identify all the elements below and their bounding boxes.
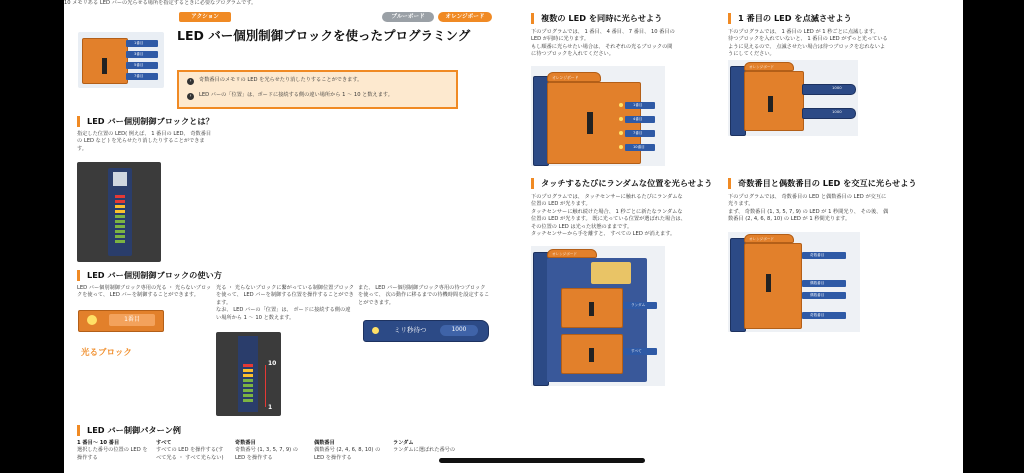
wait-block-value: 1000 (440, 325, 478, 336)
pattern-item (156, 440, 228, 462)
arrow-icon: › (187, 93, 194, 100)
led-bar-icon (768, 96, 773, 112)
page-title: LED バー個別制御ブロックを使ったプログラミング (177, 28, 471, 43)
arrow-icon: › (187, 78, 194, 85)
hat-block: オレンジボード (547, 249, 597, 258)
pattern-title: 偶数番目 (314, 440, 335, 446)
pattern-desc: すべての LED を操作する(すべて光る ・ すべて光らない) (156, 447, 224, 461)
tag-blue-board: ブルーボード (382, 12, 434, 22)
note-box (177, 70, 458, 109)
touch-program-image (531, 246, 665, 386)
badge: 7番目 (625, 130, 655, 137)
heading-what: LED バー個別制御ブロックとは？ (77, 116, 214, 127)
pattern-title: すべて (156, 440, 172, 446)
multi-program-image (531, 66, 665, 166)
badge: 4番目 (625, 116, 655, 123)
badge-5: 5番目 (126, 62, 158, 69)
heading-alternate: 奇数番目と偶数番目の LED を交互に光らせよう (728, 178, 917, 189)
tag-action: アクション (179, 12, 231, 22)
odd-label: 奇数番目 (802, 312, 846, 319)
touch-body: 下のプログラムでは、 タッチセンサーに触れるたびにランダムな位置の LED が光ります。 タッチセンサーに触れ続けた場合、 1 秒ごとに新たなランダムな位置の LED が光ります。 既に光っている位置が選ばれた場合は、 その位置の LED は光った状態のままです。 タッチセンサーから手を離すと、 すべての LED が消えます。 (531, 194, 686, 238)
wait-block-label: ミリ秒待つ (394, 326, 427, 334)
led-bar-icon (589, 348, 594, 362)
pattern-item (393, 440, 483, 455)
badge-3: 3番目 (126, 51, 158, 58)
badge: 1番目 (625, 102, 655, 109)
what-body: 指定した位置の LED( 例えば、 1 番目の LED、 奇数番目の LED など ) を光らせたり消したりすることができます。 (77, 131, 212, 152)
wait-value: 1000 (832, 85, 842, 90)
manual-page (64, 0, 963, 473)
badge-7: 7番目 (126, 73, 158, 80)
pattern-item (235, 440, 307, 462)
heading-usage: LED バー個別制御ブロックの使い方 (77, 270, 222, 281)
scale-top-label: 10 (268, 360, 277, 367)
hat-block: オレンジボード (744, 234, 794, 243)
usage-col1: LED バー個別制御ブロック専用の光る ・ 光らないブロックを使って、 LED バーを制御することができます。 (77, 285, 212, 299)
led-bar-icon (102, 58, 107, 74)
hat-block: オレンジボード (744, 62, 794, 71)
usage-col2: 光る ・ 光らないブロックに繋がっている制御位置ブロックを使って、 LED バーを制御する位置を操作することができます。 なお、 LED バーの「位置」は、 ボードに接続する側の違い場所から 1 〜 10 と数えます。 (216, 285, 354, 321)
multi-body: 下のプログラムでは、 1 番目、 4 番目、 7 番目、 10 番目の LED が同時に光ります。 もし順番に光らせたい場合は、 それぞれの光るブロックの間に待つブロックを入れてください。 (531, 29, 675, 58)
blink-program-image (728, 60, 858, 136)
pattern-title: 奇数番目 (235, 440, 256, 446)
bulb-icon (372, 327, 379, 334)
pattern-item (314, 440, 386, 462)
led-bar-photo (77, 162, 161, 262)
led-bar-icon (766, 274, 771, 292)
light-block (78, 310, 164, 332)
page-subtitle: 10 メモリある LED バーの光らせる場所を指定するときに必要なプログラムです。 (64, 0, 257, 6)
alternate-program-image (728, 232, 860, 332)
led-bar-position-photo (216, 332, 281, 416)
usage-col3: また、 LED バー個別制御ブロック専用の待つブロックを使って、 次の動作に移るまでの待機時間を設定することができます。 (358, 285, 490, 306)
horizontal-scrollbar[interactable] (439, 458, 645, 463)
pattern-title: ランダム (393, 440, 414, 446)
heading-multi: 複数の LED を同時に光らせよう (531, 13, 662, 24)
led-bar-icon (589, 302, 594, 316)
bulb-icon (87, 315, 97, 325)
odd-label: 奇数番目 (802, 252, 846, 259)
heading-blink: 1 番目の LED を点滅させよう (728, 13, 852, 24)
blink-body: 下のプログラムでは、 1 番目の LED が 1 秒ごとに点滅します。 待つブロックを入れていないと、 1 番目の LED がずっと光っているように見えるので、 点滅させたい場合は待つブロックを忘れないようにしてください。 (728, 29, 888, 58)
random-label: ランダム (623, 302, 657, 309)
even-label: 偶数番目 (802, 280, 846, 287)
all-label: すべて (623, 348, 657, 355)
heading-patterns: LED バー制御パターン例 (77, 425, 181, 436)
alternate-body: 下のプログラムでは、 奇数番目の LED と偶数番目の LED が交互に光ります。 まず、 奇数番目 (1, 3, 5, 7, 9) の LED が 1 秒間光り、 その後、 偶数番目 (2, 4, 6, 8, 10) の LED が 1 秒間光ります。 (728, 194, 889, 223)
tag-orange-board: オレンジボード (438, 12, 492, 22)
note-2: LED バーの「位置」は、ボードに接続する側の違い場所から 1 〜 10 と数えます。 (199, 92, 393, 98)
pattern-desc: 奇数番号 (1, 3, 5, 7, 9) の LED を操作する (235, 447, 298, 461)
wait-block (363, 320, 489, 342)
scale-bottom-label: 1 (268, 404, 273, 411)
pattern-title: 1 番目〜 10 番目 (77, 440, 120, 446)
light-block-caption: 光るブロック (81, 348, 132, 358)
hat-block: オレンジボード (547, 72, 601, 82)
wait-value: 1000 (832, 109, 842, 114)
note-1: 奇数番目のメモリの LED を光らせたり消したりすることができます。 (199, 77, 363, 83)
pattern-desc: ランダムに選ばれた番号の (393, 447, 456, 454)
even-label: 偶数番目 (802, 292, 846, 299)
pattern-item (77, 440, 149, 462)
pattern-desc: 偶数番号 (2, 4, 6, 8, 10) の LED を操作する (314, 447, 381, 461)
badge: 10番目 (625, 144, 655, 151)
light-block-position: 1番目 (109, 314, 155, 326)
intro-program-image (78, 32, 164, 88)
led-bar-icon (587, 112, 593, 134)
pattern-desc: 選択した番号の位置の LED を操作する (77, 447, 148, 461)
badge-1: 1番目 (126, 40, 158, 47)
heading-touch: タッチするたびにランダムな位置を光らせよう (531, 178, 712, 189)
